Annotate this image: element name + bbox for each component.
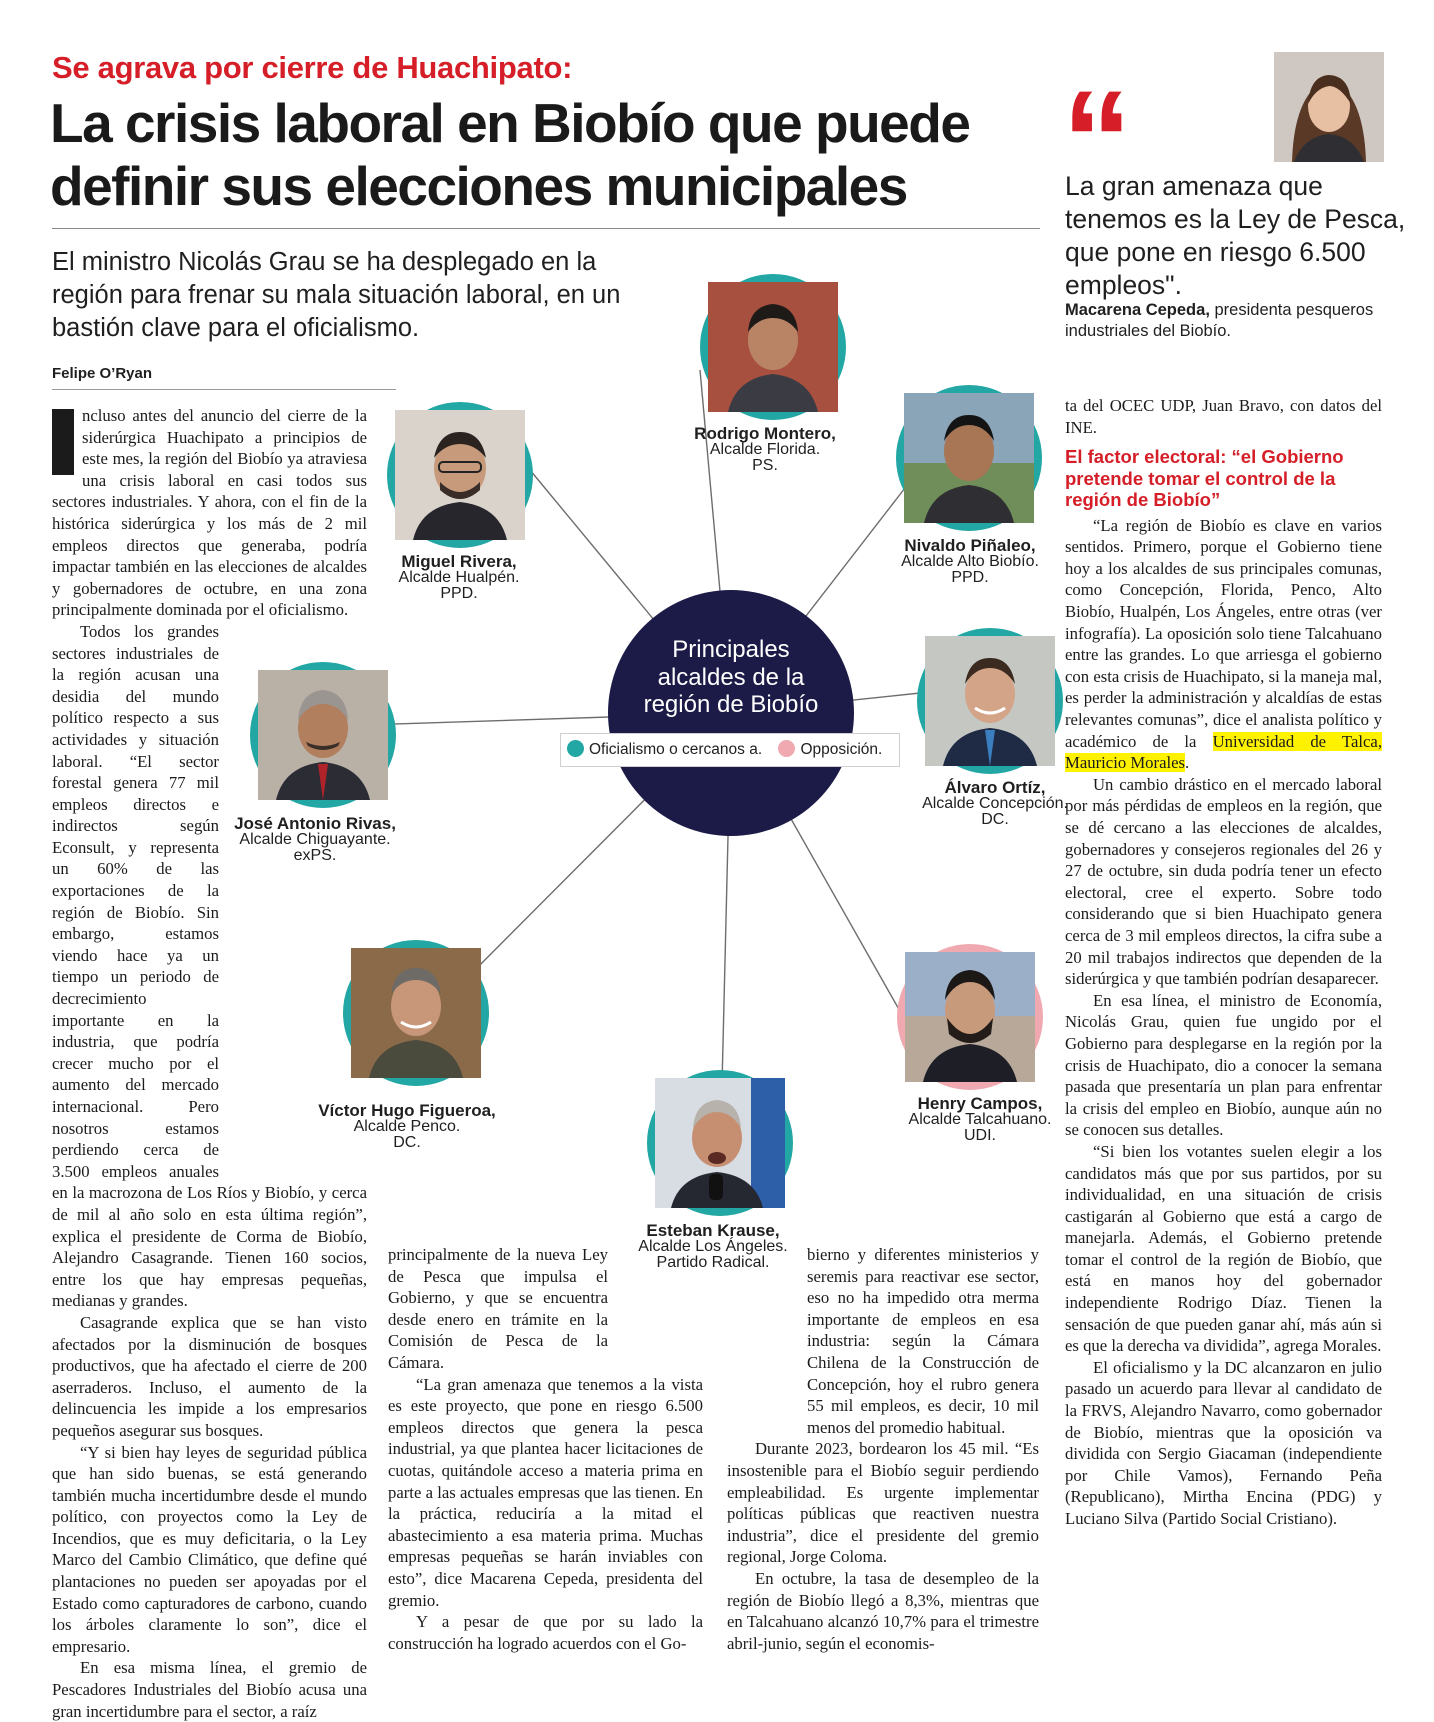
article-column-3	[727, 1244, 1039, 1654]
mayor-name: Miguel Rivera,	[401, 552, 517, 571]
mayor-role: Alcalde Talcahuano.	[908, 1111, 1052, 1128]
mayor-photo-campos	[897, 944, 1043, 1090]
mayor-party: DC.	[981, 810, 1009, 828]
mayor-name: Henry Campos,	[917, 1094, 1043, 1113]
legend-label-oposicion: Opposición.	[800, 741, 883, 758]
mayor-caption-pinaleo	[845, 537, 1095, 585]
mayor-name: Esteban Krause,	[646, 1221, 780, 1240]
mayor-photo-ortiz	[917, 628, 1063, 774]
article-paragraph: “Y si bien hay leyes de seguridad pública que han sido buenas, se está generando también mucha incertidumbre desde el mundo político, con proyectos como la Ley de Incendios, que es muy deficitaria, o la Ley Marco del Cambio Climático, que define qué plantaciones no pueden ser apoyadas por el Estado como capturadores de carbono, cuando los árboles claramente lo son”, dice el empresario.	[52, 1442, 367, 1656]
mayor-party: PS.	[752, 456, 778, 474]
article-paragraph: bierno y diferentes ministerios y seremis para reactivar ese sector, eso no ha impedido otra merma importante de empleos en esa industria: según la Cámara Chilena de la Construcción de Concepción, hoy el rubro genera 55 mil empleos, es decir, 10 mil menos del promedio habitual.	[807, 1245, 1039, 1437]
infographic-title: Principales alcaldes de la región de Biobío	[643, 636, 819, 718]
mayor-photo-montero	[700, 274, 846, 420]
mayor-role: Alcalde Los Ángeles.	[638, 1238, 788, 1255]
article-column-1	[52, 405, 367, 1721]
legend-label-oficialismo: Oficialismo o cercanos a.	[589, 741, 763, 758]
mayor-role: Alcalde Alto Biobío.	[901, 553, 1039, 570]
mayor-party: PPD.	[951, 568, 989, 586]
pull-quote-text: La gran amenaza que tenemos es la Ley de Pesca, que pone en riesgo 6.500 empleos".	[1065, 171, 1406, 300]
mayor-party: exPS.	[293, 846, 337, 864]
mayor-name: Rodrigo Montero,	[694, 424, 836, 443]
mayor-role: Alcalde Concepción.	[922, 795, 1068, 812]
pull-quote-speaker: Macarena Cepeda,	[1065, 301, 1210, 319]
article-column-4	[1065, 395, 1382, 1530]
article-paragraph: Durante 2023, bordearon los 45 mil. “Es insostenible para el Biobío seguir perdiendo empleabilidad. Es urgente implementar políticas públicas que reactiven nuestra industria”, dice el presidente del gremio regional, Jorge Coloma.	[727, 1439, 1039, 1567]
mayor-name: Álvaro Ortíz,	[944, 778, 1046, 797]
article-paragraph: En octubre, la tasa de desempleo de la región de Biobío llegó a 8,3%, mientras que en Talcahuano alcanzó 10,7% para el trimestre abril-junio, según el economis-	[727, 1568, 1039, 1653]
byline: Felipe O’Ryan	[52, 365, 153, 382]
article-column-2	[388, 1244, 703, 1654]
deck: El ministro Nicolás Grau se ha desplegado en la región para frenar su mala situación laboral, en un bastión clave para el oficialismo.	[52, 248, 621, 342]
dropcap-mark	[52, 409, 74, 475]
mayor-photo-pinaleo	[896, 385, 1042, 531]
pull-quote-role: presidenta pesqueros industriales del Biobío.	[1065, 301, 1374, 340]
legend-dot-oposicion	[778, 740, 795, 757]
article-paragraph: “La gran amenaza que tenemos a la vista es este proyecto, que pone en riesgo 6.500 empleos directos que genera la pesca industrial, ya que plantea hacer licitaciones de cuotas, quitándole acceso a materia prima en parte a las actuales empresas que las tienen. En la práctica, reduciría a la mitad el abastecimiento a esa materia prima. Muchas empresas pequeñas se harán inviables con esto”, dice Macarena Cepeda, presidenta del gremio.	[388, 1374, 703, 1610]
article-paragraph: Todos los grandes sectores industriales de la región acusan una desidia del mundo político respecto a sus actividades y situación laboral. “El sector forestal genera 77 mil empleos directos e indirectos según Econsult, y representa un 60% de las exportaciones de la región de Biobío. Sin embargo, estamos viendo hace ya un tiempo un periodo de decrecimiento importante en la industria, que podría crecer mucho por el aumento del mercado internacional. Pero nosotros estamos perdiendo cerca de 3.500 empleos anuales en la macrozona de Los Ríos y Biobío, y cerca de mil al año solo en esta última región”, explica el presidente de Corma de Biobío, Alejandro Casagrande. Tienen 160 socios, entre los que hay empresas pequeñas, medianas y grandes.	[52, 621, 367, 1311]
article-paragraph: El oficialismo y la DC alcanzaron en julio pasado un acuerdo para llevar al candidato de la FRVS, Alejandro Navarro, como gobernador de Biobío, mientras que la oposición va dividida con Sergio Giacaman (independiente por Chile Vamos), Fernando Peña (Republicano), Mirtha Encina (PDG) y Luciano Silva (Partido Social Cristiano).	[1065, 1357, 1382, 1528]
article-paragraph: Y a pesar de que por su lado la construcción ha logrado acuerdos con el Go-	[388, 1612, 703, 1653]
infographic-legend	[560, 733, 900, 767]
mayor-party: UDI.	[964, 1126, 996, 1144]
mayor-photo-rivera	[387, 402, 533, 548]
mayor-caption-rivera	[334, 553, 584, 601]
legend-dot-oficialismo	[567, 740, 584, 757]
highlighted-text: Universidad de Talca, Mauricio Morales	[1065, 731, 1382, 773]
mayor-role: Alcalde Penco.	[353, 1118, 461, 1135]
article-paragraph: ncluso antes del anuncio del cierre de la siderúrgica Huachipato a principios de este mes, la región del Biobío ya atraviesa una crisis laboral en casi todos sus sectores industriales. Y ahora, con el fin de la histórica siderúrgica y los más de 2 mil empleos directos que generaba, podría impactar también en las elecciones de alcaldes y gobernadores de octubre, en una zona principalmente dominada por el oficialismo.	[52, 406, 367, 620]
mayor-party: PPD.	[440, 584, 478, 602]
article-paragraph: “Si bien los votantes suelen elegir a los candidatos más que por sus partidos, por su individualidad, en una situación de crisis castigarán al Gobierno que está a cargo de manejarla. Además, el Gobierno pretende tomar el control de la región de Biobío, que está en manos hoy del gobernador independiente Rodrigo Díaz. Tienen la sensación de que pueden ganar ahí, más aún si es que la derecha va dividida”, agrega Morales.	[1065, 1141, 1382, 1356]
kicker: Se agrava por cierre de Huachipato:	[52, 50, 573, 85]
article-paragraph: En esa línea, el ministro de Economía, Nicolás Grau, quien fue ungido por el Gobierno para desplegarse en la región por la crisis de Huachipato, dio a conocer la semana pasada que presentaría un plan para enfrentar la crisis del empleo en Biobío, aunque aún no se conocen sus detalles.	[1065, 990, 1382, 1140]
mayor-photo-krause	[647, 1070, 793, 1216]
article-paragraph: “La región de Biobío es clave en varios sentidos. Primero, porque el Gobierno tiene hoy a los alcaldes de sus principales comunas, como Concepción, Florida, Penco, Alto Biobío, Hualpén, Los Ángeles, entre otras (ver infografía). La oposición solo tiene Talcahuano entre las grandes. Lo que arriesga el gobierno con esta crisis de Huachipato, si la maneja mal, es perder la administración y alcaldías de estas relevantes comunas”, dice el analista político y académico de la Universidad de Talca, Mauricio Morales.	[1065, 515, 1382, 773]
mayor-party: DC.	[393, 1133, 421, 1151]
mayor-party: Partido Radical.	[656, 1253, 770, 1271]
article-paragraph: En esa misma línea, el gremio de Pescadores Industriales del Biobío acusa una gran incertidumbre para el sector, a raíz	[52, 1658, 367, 1721]
headline: La crisis laboral en Biobío que puede definir sus elecciones municipales	[50, 92, 970, 217]
article-paragraph: ta del OCEC UDP, Juan Bravo, con datos del INE.	[1065, 396, 1382, 437]
section-subhead: El factor electoral: “el Gobierno pretende tomar el control de la región de Biobío”	[1065, 446, 1344, 511]
mayor-name: Víctor Hugo Figueroa,	[318, 1101, 496, 1120]
article-paragraph: Un cambio drástico en el mercado laboral por más pérdidas de empleos en la región, que se dé cercano a las elecciones de alcaldes, gobernadores y consejeros regionales del 26 y 27 de octubre, sin duda podría tener un efecto electoral, cree el experto. Sobre todo considerando que si bien Huachipato genera cerca de 3 mil empleos directos, la cifra sube a 20 mil trabajos indirectos que dependen de la siderúrgica y que también podrían desaparecer.	[1065, 774, 1382, 989]
article-paragraph: Casagrande explica que se han visto afectados por la disminución de bosques productivos, que ha afectado el cierre de 200 aserraderos. Incluso, el aumento de la delincuencia les impide a los empresarios pequeños asegurar sus bosques.	[52, 1312, 367, 1440]
mayor-name: Nivaldo Piñaleo,	[904, 536, 1036, 555]
mayor-role: Alcalde Chiguayante.	[239, 831, 391, 848]
article-paragraph: principalmente de la nueva Ley de Pesca que impulsa el Gobierno, y que se encuentra desde enero en trámite en la Comisión de Pesca de la Cámara.	[388, 1245, 608, 1372]
mayor-role: Alcalde Florida.	[709, 441, 821, 458]
mayor-role: Alcalde Hualpén.	[398, 569, 520, 586]
quote-mark-icon: “	[1062, 61, 1132, 218]
mayor-name: José Antonio Rivas,	[234, 814, 396, 833]
mayor-caption-montero	[640, 425, 890, 473]
